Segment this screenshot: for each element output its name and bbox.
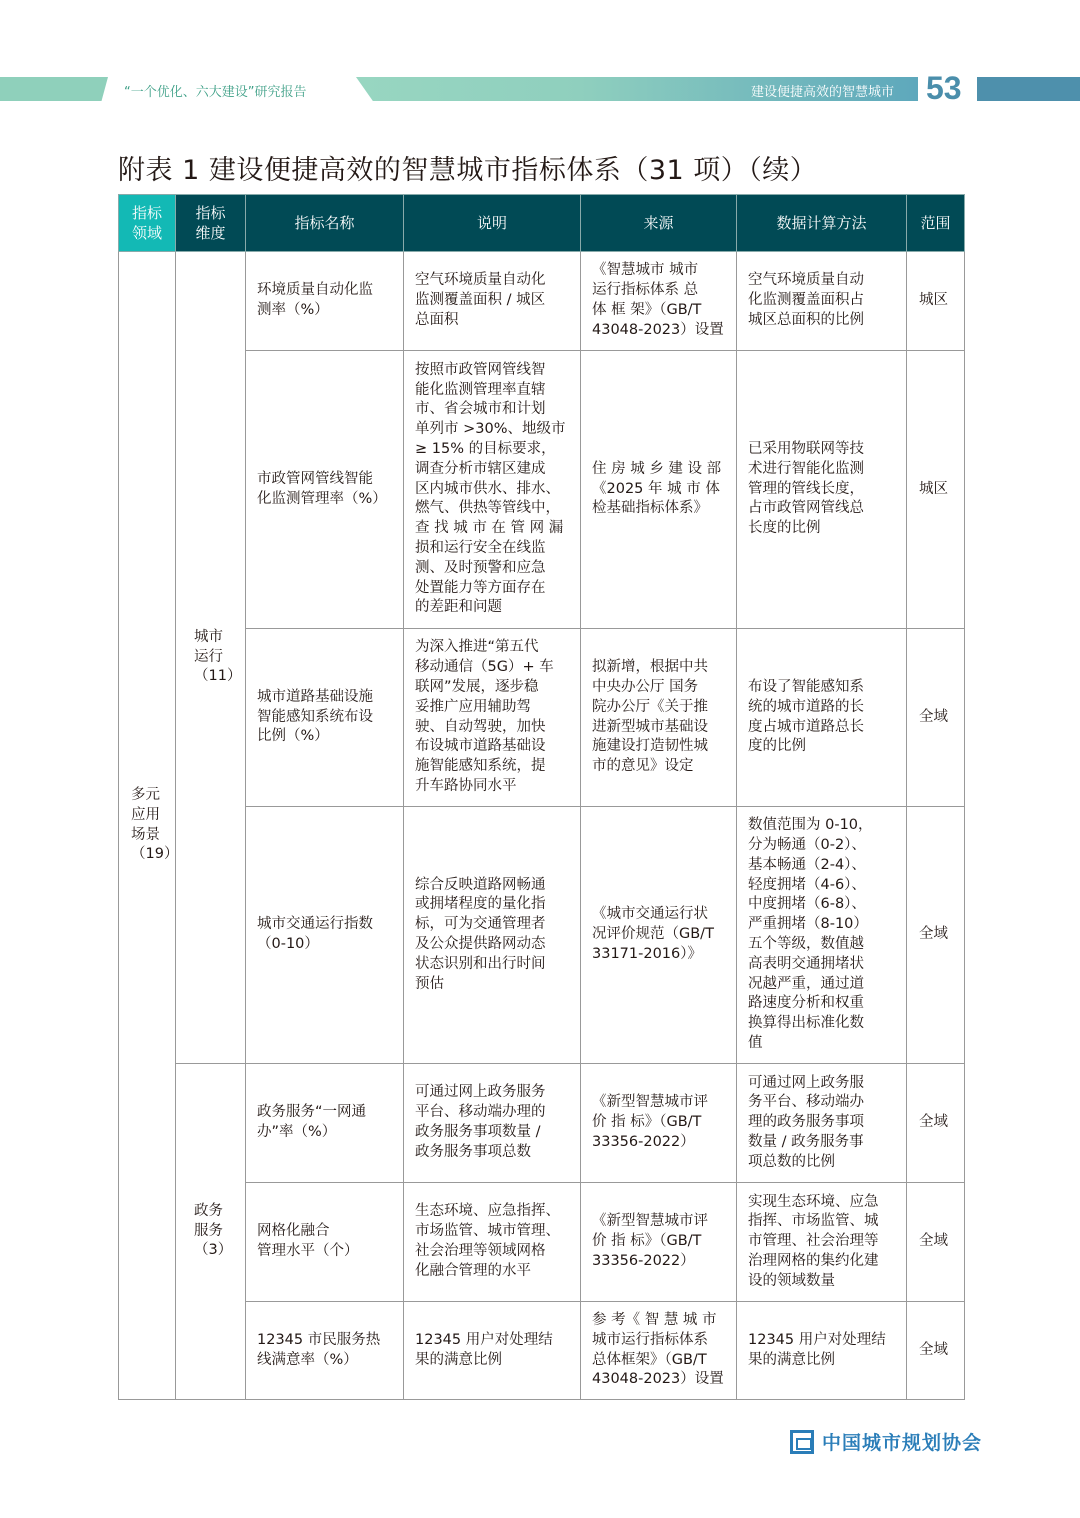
indicator-desc: 空气环境质量自动化 监测覆盖面积 / 城区 总面积 — [404, 252, 581, 351]
dimension-cell: 城市 运行 （11） — [176, 252, 246, 1064]
table-row — [119, 1183, 965, 1302]
table-title: 附表 1 建设便捷高效的智慧城市指标体系（31 项）（续） — [118, 155, 818, 186]
indicator-scope: 全域 — [907, 1183, 965, 1302]
indicator-source: 《智慧城市 城市 运行指标体系 总 体 框 架》（GB/T 43048-2023）设置 — [581, 252, 737, 351]
indicator-name: 环境质量自动化监 测率（%） — [246, 252, 404, 351]
indicator-source: 参 考《 智 慧 城 市 城市运行指标体系 总体框架》（GB/T 43048-2023）设置 — [581, 1302, 737, 1400]
indicator-method: 12345 用户对处理结 果的满意比例 — [737, 1302, 907, 1400]
indicator-desc: 可通过网上政务服务 平台、移动端办理的 政务服务事项数量 / 政务服务事项总数 — [404, 1064, 581, 1183]
association-logo-icon — [790, 1430, 814, 1454]
dimension-cell: 政务 服务 （3） — [176, 1064, 246, 1400]
indicator-desc: 生态环境、应急指挥、 市场监管、城市管理、 社会治理等领域网格 化融合管理的水平 — [404, 1183, 581, 1302]
col-header-domain: 指标 领域 — [119, 195, 176, 252]
table-header-row — [119, 195, 965, 252]
section-title: 建设便捷高效的智慧城市 — [750, 85, 894, 100]
col-header-dimension: 指标 维度 — [176, 195, 246, 252]
indicator-method: 已采用物联网等技 术进行智能化监测 管理的管线长度， 占市政管网管线总 长度的比例 — [737, 351, 907, 629]
col-header-scope: 范围 — [907, 195, 965, 252]
col-header-method: 数据计算方法 — [737, 195, 907, 252]
table-row — [119, 807, 965, 1064]
indicator-desc: 12345 用户对处理结 果的满意比例 — [404, 1302, 581, 1400]
indicator-name: 12345 市民服务热 线满意率（%） — [246, 1302, 404, 1400]
indicator-method: 可通过网上政务服 务平台、移动端办 理的政务服务事项 数量 / 政务服务事 项总数的比例 — [737, 1064, 907, 1183]
header-band-end — [977, 77, 1080, 101]
indicator-method: 布设了智能感知系 统的城市道路的长 度占城市道路总长 度的比例 — [737, 629, 907, 807]
col-header-desc: 说明 — [404, 195, 581, 252]
indicator-scope: 全域 — [907, 1064, 965, 1183]
table-row — [119, 1302, 965, 1400]
indicator-name: 城市道路基础设施 智能感知系统布设 比例（%） — [246, 629, 404, 807]
association-name: 中国城市规划协会 — [822, 1432, 983, 1454]
indicator-desc: 综合反映道路网畅通 或拥堵程度的量化指 标，可为交通管理者 及公众提供路网动态 状态识别和出行时间 预估 — [404, 807, 581, 1064]
indicator-desc: 为深入推进“第五代 移动通信（5G）+ 车 联网”发展，逐步稳 妥推广应用辅助驾 驶、自动驾驶，加快 布设城市道路基础设 施智能感知系统，提 升车路协同水平 — [404, 629, 581, 807]
table-row — [119, 351, 965, 629]
report-title: “一个优化、六大建设”研究报告 — [124, 85, 307, 100]
header-band-left — [0, 77, 108, 101]
indicator-method: 实现生态环境、应急 指挥、市场监管、城 市管理、社会治理等 治理网格的集约化建 设的领域数量 — [737, 1183, 907, 1302]
footer-logo — [790, 1428, 982, 1455]
indicator-scope: 全域 — [907, 807, 965, 1064]
indicator-source: 《新型智慧城市评 价 指 标》（GB/T 33356-2022） — [581, 1183, 737, 1302]
indicator-scope: 全域 — [907, 1302, 965, 1400]
indicator-name: 政务服务“一网通 办”率（%） — [246, 1064, 404, 1183]
col-header-source: 来源 — [581, 195, 737, 252]
indicator-source: 《城市交通运行状 况评价规范（GB/T 33171-2016）》 — [581, 807, 737, 1064]
indicator-method: 空气环境质量自动 化监测覆盖面积占 城区总面积的比例 — [737, 252, 907, 351]
indicator-name: 市政管网管线智能 化监测管理率（%） — [246, 351, 404, 629]
table-row — [119, 252, 965, 351]
indicator-table — [118, 194, 965, 1400]
indicator-desc: 按照市政管网管线智 能化监测管理率直辖 市、省会城市和计划 单列市 >30%、地级市 ≥ 15% 的目标要求， 调查分析市辖区建成 区内城市供水、排水、 燃气、供热等管线中， 查 找 城 市 在 管 网 漏 损和运行安全在线监 测、及时预警和应急 处置能力等方面存在 的差距和问题 — [404, 351, 581, 629]
indicator-name: 城市交通运行指数 （0-10） — [246, 807, 404, 1064]
indicator-name: 网格化融合 管理水平（个） — [246, 1183, 404, 1302]
indicator-source: 住 房 城 乡 建 设 部 《2025 年 城 市 体 检基础指标体系》 — [581, 351, 737, 629]
indicator-source: 拟新增，根据中共 中央办公厅 国务 院办公厅《关于推 进新型城市基础设 施建设打造韧性城 市的意见》设定 — [581, 629, 737, 807]
col-header-name: 指标名称 — [246, 195, 404, 252]
indicator-source: 《新型智慧城市评 价 指 标》（GB/T 33356-2022） — [581, 1064, 737, 1183]
indicator-scope: 全域 — [907, 629, 965, 807]
indicator-method: 数值范围为 0-10， 分为畅通（0-2）、 基本畅通（2-4）、 轻度拥堵（4-6）、 中度拥堵（6-8）、 严重拥堵（8-10） 五个等级，数值越 高表明交通拥堵状 况越严重，通过道 路速度分析和权重 换算得出标准化数 值 — [737, 807, 907, 1064]
indicator-scope: 城区 — [907, 252, 965, 351]
indicator-scope: 城区 — [907, 351, 965, 629]
page-number: 53 — [926, 70, 962, 106]
table-row — [119, 1064, 965, 1183]
table-row — [119, 629, 965, 807]
domain-cell: 多元 应用 场景 （19） — [119, 252, 176, 1400]
